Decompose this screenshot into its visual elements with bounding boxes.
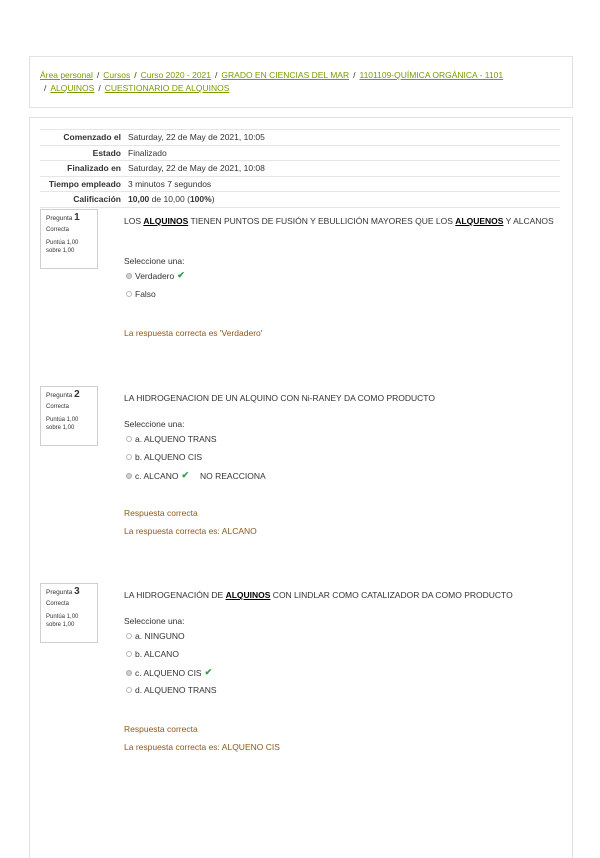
radio-icon[interactable]: [126, 687, 132, 693]
breadcrumb-curso-2020[interactable]: Curso 2020 - 2021: [140, 70, 212, 80]
question-3-option-b[interactable]: b. ALCANO: [126, 649, 179, 659]
question-2-info: Pregunta 2 Correcta Puntúa 1,00 sobre 1,00: [40, 386, 98, 446]
question-2-feedback-state: Respuesta correcta: [124, 508, 198, 518]
question-2-text: LA HIDROGENACION DE UN ALQUINO CON Ni-RANEY DA COMO PRODUCTO: [124, 393, 435, 403]
breadcrumb-cursos[interactable]: Cursos: [103, 70, 131, 80]
radio-icon[interactable]: [126, 454, 132, 460]
question-1-option-verdadero[interactable]: Verdadero ✔: [126, 270, 185, 281]
question-2-option-b[interactable]: b. ALQUENO CIS: [126, 452, 202, 462]
summary-row: Finalizado en Saturday, 22 de May de 2021, 10:08: [40, 161, 560, 177]
question-1-prompt: Seleccione una:: [124, 256, 185, 266]
checkmark-icon: ✔: [204, 667, 213, 677]
question-1-feedback: La respuesta correcta es 'Verdadero': [124, 328, 263, 338]
breadcrumb-grado[interactable]: GRADO EN CIENCIAS DEL MAR: [221, 70, 350, 80]
question-3-text: LA HIDROGENACIÓN DE ALQUINOS CON LINDLAR COMO CATALIZADOR DA COMO PRODUCTO: [124, 590, 513, 600]
quiz-review: [29, 117, 573, 858]
summary-row: Comenzado el Saturday, 22 de May de 2021, 10:05: [40, 130, 560, 146]
breadcrumb-line-2: / ALQUINOS / CUESTIONARIO DE ALQUINOS: [44, 83, 230, 93]
question-2-option-a[interactable]: a. ALQUENO TRANS: [126, 434, 217, 444]
breadcrumb-asignatura[interactable]: 1101109-QUÍMICA ORGÁNICA - 1101: [359, 70, 504, 80]
checkmark-icon: ✔: [177, 270, 185, 280]
summary-row: Estado Finalizado: [40, 145, 560, 161]
radio-icon[interactable]: [126, 633, 132, 639]
question-3-feedback-state: Respuesta correcta: [124, 724, 198, 734]
question-2-option-c[interactable]: c. ALCANO ✔ NO REACCIONA: [126, 470, 266, 481]
question-1-text: LOS ALQUINOS TIENEN PUNTOS DE FUSIÓN Y EBULLICIÓN MAYORES QUE LOS ALQUENOS Y ALCANOS: [124, 216, 554, 226]
radio-icon[interactable]: [126, 651, 132, 657]
grade-score: 10,00: [128, 194, 150, 205]
question-2-feedback: La respuesta correcta es: ALCANO: [124, 526, 257, 536]
question-3-option-c[interactable]: c. ALQUENO CIS ✔: [126, 667, 212, 678]
question-3-prompt: Seleccione una:: [124, 616, 185, 626]
breadcrumb: [29, 56, 573, 108]
checkmark-icon: ✔: [181, 470, 190, 480]
breadcrumb-line-1: Área personal / Cursos / Curso 2020 - 2021 / GRADO EN CIENCIAS DEL MAR / 1101109-QUÍMICA ORGÁNICA - 1101: [40, 70, 504, 80]
radio-checked-icon[interactable]: [126, 670, 132, 676]
radio-checked-icon[interactable]: [126, 473, 132, 479]
question-3-option-d[interactable]: d. ALQUENO TRANS: [126, 685, 217, 695]
question-3-feedback: La respuesta correcta es: ALQUENO CIS: [124, 742, 280, 752]
summary-row: Tiempo empleado 3 minutos 7 segundos: [40, 176, 560, 192]
radio-icon[interactable]: [126, 436, 132, 442]
breadcrumb-alquinos[interactable]: ALQUINOS: [50, 83, 95, 93]
radio-checked-icon[interactable]: [126, 273, 132, 279]
question-1-option-falso[interactable]: Falso: [126, 289, 156, 299]
question-3-option-a[interactable]: a. NINGUNO: [126, 631, 185, 641]
radio-icon[interactable]: [126, 291, 132, 297]
question-2-prompt: Seleccione una:: [124, 419, 185, 429]
question-1-info: Pregunta 1 Correcta Puntúa 1,00 sobre 1,00: [40, 209, 98, 269]
breadcrumb-cuestionario[interactable]: CUESTIONARIO DE ALQUINOS: [104, 83, 230, 93]
grade-percent: 100%: [189, 194, 212, 205]
summary-row-grade: Calificación 10,00 de 10,00 (100%): [40, 192, 560, 208]
breadcrumb-area-personal[interactable]: Área personal: [40, 70, 93, 80]
attempt-summary-table: [40, 129, 560, 208]
question-3-info: Pregunta 3 Correcta Puntúa 1,00 sobre 1,00: [40, 583, 98, 643]
